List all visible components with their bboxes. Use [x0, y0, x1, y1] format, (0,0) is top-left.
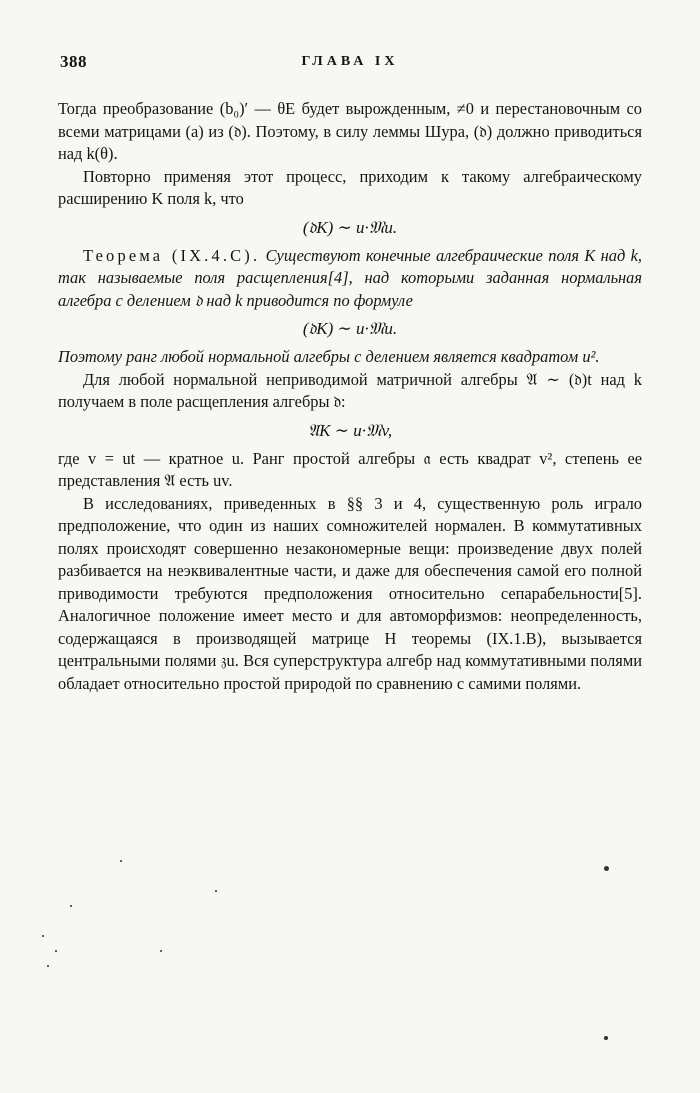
chapter-title: ГЛАВА IX [301, 54, 399, 69]
formula-2: (𝔡K) ∼ u·𝔐u. [302, 319, 398, 338]
corollary: Поэтому ранг любой нормальной алгебры с делением является квадратом u². [58, 347, 600, 366]
scan-speck [120, 860, 122, 862]
formula-3: 𝔄K ∼ u·𝔐v, [307, 420, 393, 440]
scan-speck [604, 866, 609, 871]
page-number: 388 [60, 52, 87, 71]
paragraph-1: Тогда преобразование (b₀)′ — θE будет вырожденным, ≠0 и перестановочным со всеми матрицами (a) из (𝔡). Поэтому, в силу леммы Шура, (𝔡) должно приводиться над k(θ). [58, 99, 642, 163]
scan-speck [70, 905, 72, 907]
scan-speck [604, 1036, 608, 1040]
paragraph-5: В исследованиях, приведенных в §§ 3 и 4, существенную роль играло предположение, что один из наших сомножителей нормален. В коммутативных полях происходят совершенно незакономерные вещи: произведение двух полей разбивается на неэквивалентные части, и даже для обеспечения самой его полной приводимости требуются предположения относительно сепарабельности[5]. Аналогичное положение имеет место и для автоморфизмов: неопределенность, содержащаяся в производящей матрице H теоремы (IX.1.B), вызывается центральными полями 𝔷u. Вся суперструктура алгебр над коммутативными полями обладает относительно простой природой по сравнению с самими полями. [58, 493, 642, 693]
scan-speck [42, 935, 44, 937]
theorem-text: Существуют конечные алгебраические поля K над k, так называемые поля расщепления[4], над которыми заданная нормальная алгебра с делением 𝔡 над k приводится по формуле [58, 245, 642, 310]
scan-speck [160, 950, 162, 952]
theorem-heading: Теорема (IX.4.C). [83, 245, 261, 265]
scan-speck [215, 890, 217, 892]
scan-speck [55, 950, 57, 952]
scan-speck [47, 965, 49, 967]
paragraph-4: где v = ut — кратное u. Ранг простой алгебры 𝔞 есть квадрат v², степень ее представления 𝔄 есть uv. [58, 448, 642, 490]
page-body [58, 98, 642, 695]
paragraph-3: Для любой нормальной неприводимой матричной алгебры 𝔄 ∼ (𝔡)t над k получаем в поле расщепления алгебры 𝔡: [58, 369, 642, 411]
paragraph-2: Повторно применяя этот процесс, приходим к такому алгебраическому расширению K поля k, что [58, 166, 642, 208]
theorem [58, 245, 642, 313]
page-header [58, 52, 642, 82]
page [58, 52, 642, 695]
formula-1: (𝔡K) ∼ u·𝔐u. [302, 217, 398, 237]
